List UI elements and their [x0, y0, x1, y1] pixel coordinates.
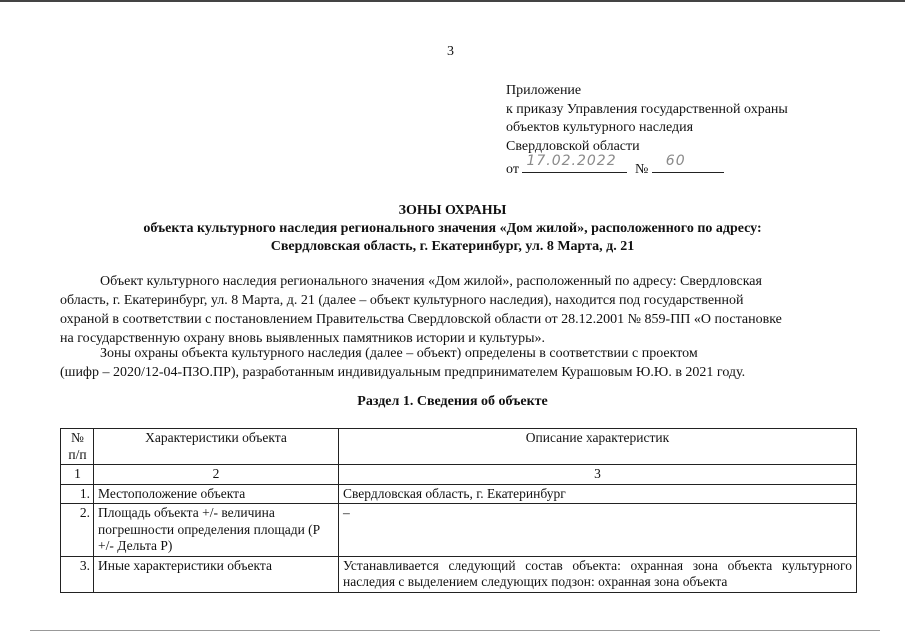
- appendix-line: объектов культурного наследия: [506, 120, 694, 135]
- table-header-row: [61, 429, 857, 465]
- row-description: –: [339, 504, 857, 557]
- appendix-line: Свердловской области: [506, 138, 640, 154]
- handwritten-date: 17.02.2022: [526, 153, 617, 169]
- appendix-line: Приложение: [506, 83, 582, 98]
- row-number: 2.: [61, 504, 94, 557]
- handwritten-number: 60: [665, 153, 686, 169]
- table-row: [61, 556, 857, 592]
- paragraph-line: Зоны охраны объекта культурного наследия (далее – объект) определены в соответствии с проектом: [100, 346, 698, 361]
- table-row: [61, 504, 857, 557]
- row-number: 3.: [61, 556, 94, 592]
- row-characteristic: Площадь объекта +/- величина погрешности определения площади (Р +/- Дельта Р): [94, 504, 339, 557]
- table-row: [61, 484, 857, 504]
- paragraph-zones: [60, 344, 850, 382]
- paragraph-line: Объект культурного наследия регионального значения «Дом жилой», расположенный по адресу: Свердловская: [100, 274, 762, 289]
- date-field: [522, 153, 627, 173]
- row-description: Свердловская область, г. Екатеринбург: [339, 484, 857, 504]
- header-cell-number: № п/п: [61, 429, 94, 465]
- date-prefix: от: [506, 162, 519, 177]
- bottom-border: [30, 630, 880, 631]
- doc-address: Свердловская область, г. Екатеринбург, ул. 8 Марта, д. 21: [270, 239, 635, 254]
- row-characteristic: Иные характеристики объекта: [94, 556, 339, 592]
- appendix-line: к приказу Управления государственной охраны: [506, 101, 788, 117]
- number-field: [652, 153, 724, 173]
- row-number: 1.: [61, 484, 94, 504]
- column-number-cell: 1: [61, 465, 94, 485]
- top-border: [0, 0, 905, 2]
- header-cell-characteristic: Характеристики объекта: [94, 429, 339, 465]
- header-cell-description: Описание характеристик: [339, 429, 857, 465]
- table-column-numbers-row: [61, 465, 857, 485]
- object-info-table: [60, 428, 857, 593]
- column-number-cell: 3: [339, 465, 857, 485]
- doc-title: ЗОНЫ ОХРАНЫ: [398, 203, 507, 218]
- appendix-date-line: [506, 153, 788, 180]
- paragraph-line: область, г. Екатеринбург, ул. 8 Марта, д. 21 (далее – объект культурного наследия), находится под государственной: [60, 293, 744, 308]
- doc-subtitle: объекта культурного наследия регионального значения «Дом жилой», расположенного по адресу:: [143, 221, 762, 236]
- paragraph-line: охраной в соответствии с постановлением Правительства Свердловской области от 28.12.2001 № 859-ПП «О постановке: [60, 312, 782, 327]
- paragraph-intro: [60, 272, 850, 348]
- number-label: №: [634, 162, 649, 177]
- paragraph-line: (шифр – 2020/12-04-ПЗО.ПР), разработанным индивидуальным предпринимателем Курашовым Ю.Ю. в 2021 году.: [60, 365, 746, 380]
- page-number: 3: [447, 44, 454, 59]
- section-title: Раздел 1. Сведения об объекте: [357, 394, 548, 409]
- paragraph-line: на государственную охрану вновь выявленных памятников истории и культуры».: [60, 331, 545, 346]
- row-description: Устанавливается следующий состав объекта: охранная зона объекта культурного наследия с выделением следующих подзон: охранная зона объекта: [339, 556, 857, 592]
- row-characteristic: Местоположение объекта: [94, 484, 339, 504]
- column-number-cell: 2: [94, 465, 339, 485]
- appendix-block: [506, 82, 788, 180]
